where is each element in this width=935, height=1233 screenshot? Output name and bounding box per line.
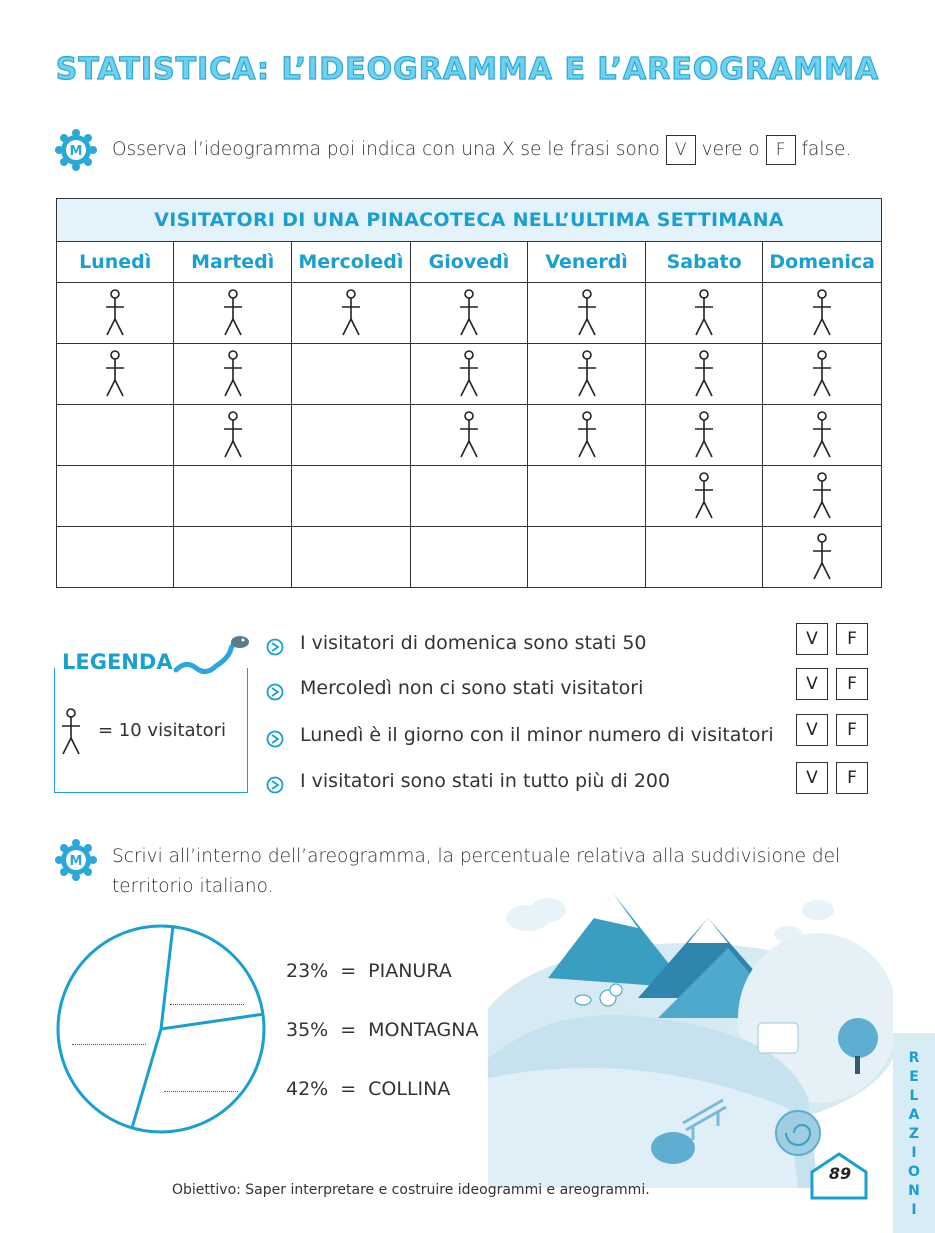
table-cell <box>57 527 174 588</box>
table-cell <box>292 405 411 466</box>
table-cell <box>763 283 882 344</box>
person-icon <box>763 289 881 337</box>
person-icon <box>411 411 528 459</box>
table-cell <box>763 405 882 466</box>
answer-blank[interactable] <box>170 1004 244 1005</box>
legend-value: = 10 visitatori <box>98 720 227 741</box>
table-cell <box>174 283 292 344</box>
side-tab-letter: O <box>908 1164 920 1180</box>
table-cell <box>174 527 292 588</box>
side-tab-letter: R <box>908 1050 920 1066</box>
page-number: 89 <box>828 1164 852 1183</box>
false-checkbox[interactable]: F <box>836 623 868 655</box>
day-header: Sabato <box>645 242 762 283</box>
arrow-bullet-icon <box>266 683 284 705</box>
person-icon <box>646 350 762 398</box>
territory-name: MONTAGNA <box>368 1019 479 1041</box>
day-header: Venerdì <box>528 242 646 283</box>
false-checkbox[interactable]: F <box>836 762 868 794</box>
true-checkbox[interactable]: V <box>796 623 828 655</box>
person-icon <box>411 289 528 337</box>
m-badge-icon <box>54 128 98 172</box>
answer-blank[interactable] <box>164 1091 238 1092</box>
false-checkbox[interactable]: F <box>836 714 868 746</box>
equals-sign: = <box>340 1078 357 1100</box>
person-icon <box>58 708 84 756</box>
table-cell <box>528 527 646 588</box>
side-tab-letter: N <box>908 1183 920 1199</box>
person-icon <box>528 411 645 459</box>
side-tab <box>893 1033 935 1233</box>
person-icon <box>763 533 881 581</box>
false-checkbox[interactable]: F <box>836 668 868 700</box>
instruction-mid: vere o <box>701 139 760 160</box>
table-cell <box>292 527 411 588</box>
page-title: STATISTICA: L’IDEOGRAMMA E L’AREOGRAMMA <box>55 52 880 87</box>
table-cell <box>645 344 762 405</box>
table-cell <box>292 283 411 344</box>
person-icon <box>292 289 410 337</box>
table-cell <box>174 405 292 466</box>
statement-text: I visitatori di domenica sono stati 50 <box>300 632 647 654</box>
table-cell <box>174 344 292 405</box>
table-cell <box>763 344 882 405</box>
table-cell <box>57 466 174 527</box>
instruction-text: Osserva l’ideogramma poi indica con una X se le frasi sono <box>112 139 660 160</box>
instruction-end: false. <box>801 139 852 160</box>
table-cell <box>174 466 292 527</box>
day-header: Domenica <box>763 242 882 283</box>
true-checkbox[interactable]: V <box>796 714 828 746</box>
table-cell <box>528 466 646 527</box>
side-tab-letter: I <box>911 1202 917 1218</box>
arrow-bullet-icon <box>266 730 284 752</box>
m-badge-icon <box>54 838 98 882</box>
statement-text: Lunedì è il giorno con il minor numero di visitatori <box>300 724 774 746</box>
arrow-bullet-icon <box>266 638 284 660</box>
table-cell <box>763 527 882 588</box>
footer-objective: Obiettivo: Saper interpretare e costruire ideogrammi e areogrammi. <box>172 1182 650 1198</box>
day-header: Mercoledì <box>292 242 411 283</box>
table-cell <box>528 344 646 405</box>
table-cell <box>410 405 528 466</box>
table-caption: VISITATORI DI UNA PINACOTECA NELL’ULTIMA SETTIMANA <box>57 199 882 242</box>
table-cell <box>645 283 762 344</box>
side-tab-letter: E <box>909 1069 919 1085</box>
person-icon <box>763 350 881 398</box>
percentage-value: 42% <box>286 1078 329 1100</box>
italy-landscape-illustration <box>488 888 893 1188</box>
table-cell <box>410 283 528 344</box>
answer-blank[interactable] <box>72 1044 146 1045</box>
table-row <box>57 466 882 527</box>
person-icon <box>174 289 291 337</box>
arrow-bullet-icon <box>266 776 284 798</box>
table-cell <box>645 527 762 588</box>
table-cell <box>292 466 411 527</box>
exercise1-instruction <box>112 135 851 165</box>
equals-sign: = <box>340 960 357 982</box>
person-icon <box>174 350 291 398</box>
v-sample-box: V <box>666 135 696 165</box>
day-header: Martedì <box>174 242 292 283</box>
person-icon <box>57 289 173 337</box>
exercise2-instruction-line2: territorio italiano. <box>112 876 274 897</box>
day-header: Lunedì <box>57 242 174 283</box>
person-icon <box>528 350 645 398</box>
equals-sign: = <box>340 1019 357 1041</box>
legend-title: LEGENDA <box>62 650 177 674</box>
statement-text: Mercoledì non ci sono stati visitatori <box>300 677 644 699</box>
table-cell <box>410 344 528 405</box>
territory-name: PIANURA <box>368 960 452 982</box>
table-cell <box>57 344 174 405</box>
day-header: Giovedì <box>410 242 528 283</box>
table-row <box>57 344 882 405</box>
true-checkbox[interactable]: V <box>796 762 828 794</box>
percentage-value: 23% <box>286 960 329 982</box>
person-icon <box>646 411 762 459</box>
person-icon <box>646 472 762 520</box>
svg-text:M: M <box>69 144 83 159</box>
ideogram-table <box>56 198 882 588</box>
f-sample-box: F <box>766 135 796 165</box>
person-icon <box>763 472 881 520</box>
exercise2-instruction-line1: Scrivi all’interno dell’areogramma, la percentuale relativa alla suddivisione del <box>112 846 841 867</box>
person-icon <box>646 289 762 337</box>
table-cell <box>528 405 646 466</box>
person-icon <box>57 350 173 398</box>
table-cell <box>528 283 646 344</box>
side-tab-letter: L <box>909 1088 919 1104</box>
table-row <box>57 405 882 466</box>
table-row <box>57 283 882 344</box>
pie-legend-entry <box>286 1019 478 1041</box>
side-tab-letter: A <box>908 1107 920 1123</box>
table-cell <box>292 344 411 405</box>
table-cell <box>57 405 174 466</box>
table-cell <box>645 405 762 466</box>
table-cell <box>57 283 174 344</box>
pie-legend-entry <box>286 1078 450 1100</box>
person-icon <box>174 411 291 459</box>
statement-text: I visitatori sono stati in tutto più di 200 <box>300 770 671 792</box>
side-tab-letter: Z <box>908 1126 920 1142</box>
person-icon <box>763 411 881 459</box>
svg-text:M: M <box>69 854 83 869</box>
table-cell <box>645 466 762 527</box>
snake-icon <box>172 630 252 680</box>
true-checkbox[interactable]: V <box>796 668 828 700</box>
territory-name: COLLINA <box>368 1078 451 1100</box>
table-cell <box>763 466 882 527</box>
table-cell <box>410 527 528 588</box>
areogram-pie-chart <box>55 920 270 1140</box>
table-row <box>57 527 882 588</box>
percentage-value: 35% <box>286 1019 329 1041</box>
pie-legend-entry <box>286 960 452 982</box>
table-cell <box>410 466 528 527</box>
side-tab-letter: I <box>911 1145 917 1161</box>
person-icon <box>528 289 645 337</box>
person-icon <box>411 350 528 398</box>
